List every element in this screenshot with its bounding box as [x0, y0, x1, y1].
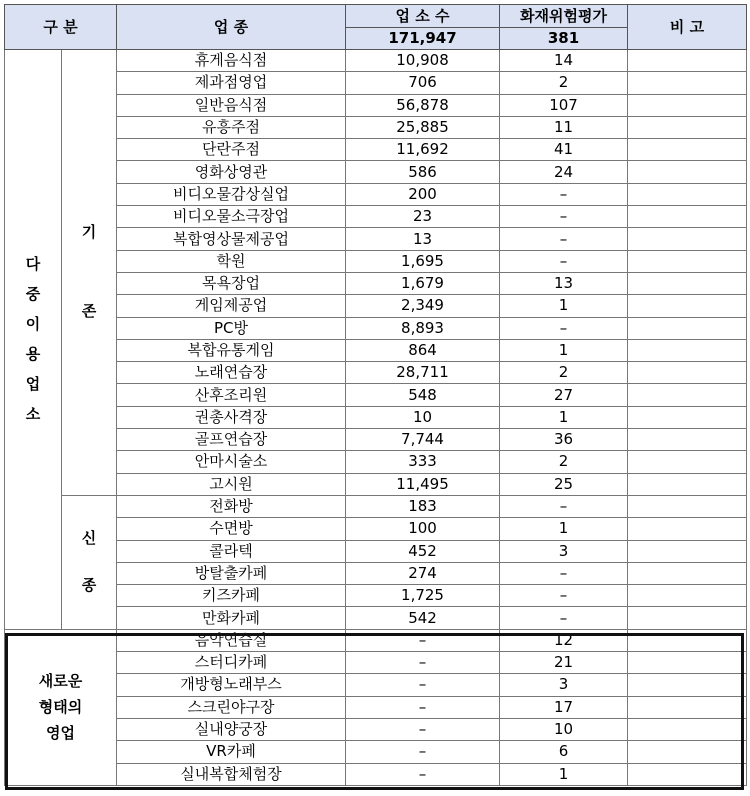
- business-count: –: [346, 696, 500, 718]
- note-cell: [628, 50, 747, 72]
- business-name: 실내복합체험장: [117, 763, 346, 785]
- risk-count: –: [500, 585, 628, 607]
- risk-count: –: [500, 562, 628, 584]
- risk-count: –: [500, 495, 628, 517]
- business-count: 183: [346, 495, 500, 517]
- business-count: 274: [346, 562, 500, 584]
- table-row: [5, 161, 747, 183]
- business-name: 스크린야구장: [117, 696, 346, 718]
- business-name: 비디오물소극장업: [117, 206, 346, 228]
- category-line: 영업: [46, 724, 75, 743]
- note-cell: [628, 585, 747, 607]
- subcategory-char: 존: [81, 302, 97, 321]
- note-cell: [628, 763, 747, 785]
- business-name: 콜라텍: [117, 540, 346, 562]
- table-row: [5, 317, 747, 339]
- business-name: 목욕장업: [117, 272, 346, 294]
- note-cell: [628, 94, 747, 116]
- risk-count: 2: [500, 72, 628, 94]
- category-char: 이: [25, 315, 41, 334]
- table-row: [5, 406, 747, 428]
- table-row: [5, 607, 747, 629]
- risk-count: 6: [500, 741, 628, 763]
- risk-count: 25: [500, 473, 628, 495]
- business-name: 개방형노래부스: [117, 674, 346, 696]
- business-name: 방탈출카페: [117, 562, 346, 584]
- business-name: 단란주점: [117, 139, 346, 161]
- business-count: 706: [346, 72, 500, 94]
- business-count: 452: [346, 540, 500, 562]
- note-cell: [628, 317, 747, 339]
- risk-count: 1: [500, 763, 628, 785]
- note-cell: [628, 741, 747, 763]
- table-row: [5, 272, 747, 294]
- note-cell: [628, 339, 747, 361]
- business-name: 스터디카페: [117, 652, 346, 674]
- business-count: –: [346, 718, 500, 740]
- risk-count: 107: [500, 94, 628, 116]
- business-name: 고시원: [117, 473, 346, 495]
- table-row: [5, 674, 747, 696]
- table-row: [5, 585, 747, 607]
- table-row: [5, 741, 747, 763]
- note-cell: [628, 629, 747, 651]
- table-row: [5, 451, 747, 473]
- business-count: 13: [346, 228, 500, 250]
- table-row: [5, 295, 747, 317]
- business-count: 25,885: [346, 116, 500, 138]
- business-count: 28,711: [346, 362, 500, 384]
- table-row: [5, 518, 747, 540]
- note-cell: [628, 718, 747, 740]
- business-name: PC방: [117, 317, 346, 339]
- risk-count: 13: [500, 272, 628, 294]
- note-cell: [628, 161, 747, 183]
- note-cell: [628, 540, 747, 562]
- note-cell: [628, 362, 747, 384]
- category-char: 용: [25, 345, 41, 364]
- business-name: 키즈카페: [117, 585, 346, 607]
- category-char: 업: [25, 375, 41, 394]
- business-count: 10,908: [346, 50, 500, 72]
- risk-count: –: [500, 228, 628, 250]
- risk-count: 41: [500, 139, 628, 161]
- note-cell: [628, 116, 747, 138]
- note-cell: [628, 272, 747, 294]
- table-row: [5, 206, 747, 228]
- table-row: [5, 763, 747, 785]
- category-line: 새로운: [38, 672, 83, 691]
- business-name: 유흥주점: [117, 116, 346, 138]
- business-name: 학원: [117, 250, 346, 272]
- risk-total: 381: [500, 28, 628, 50]
- business-name: 산후조리원: [117, 384, 346, 406]
- table-row: [5, 72, 747, 94]
- header-count: 업 소 수: [346, 5, 500, 28]
- note-cell: [628, 250, 747, 272]
- note-cell: [628, 72, 747, 94]
- note-cell: [628, 183, 747, 205]
- risk-count: –: [500, 317, 628, 339]
- risk-count: 14: [500, 50, 628, 72]
- business-count: 10: [346, 406, 500, 428]
- subcategory-char: 기: [81, 223, 97, 242]
- header-category: 구 분: [5, 5, 117, 50]
- business-name: 복합유통게임: [117, 339, 346, 361]
- business-count: 586: [346, 161, 500, 183]
- risk-count: 1: [500, 295, 628, 317]
- note-cell: [628, 206, 747, 228]
- header-business-type: 업 종: [117, 5, 346, 50]
- risk-count: 24: [500, 161, 628, 183]
- note-cell: [628, 139, 747, 161]
- table-row: [5, 139, 747, 161]
- risk-count: –: [500, 607, 628, 629]
- business-count: –: [346, 674, 500, 696]
- table-row: [5, 94, 747, 116]
- table-row: [5, 183, 747, 205]
- business-name: 실내양궁장: [117, 718, 346, 740]
- table-row: [5, 495, 747, 517]
- business-count: 548: [346, 384, 500, 406]
- business-count: 11,692: [346, 139, 500, 161]
- business-count: 1,725: [346, 585, 500, 607]
- table-row: [5, 429, 747, 451]
- business-name: 제과점영업: [117, 72, 346, 94]
- business-count: 200: [346, 183, 500, 205]
- business-count: 7,744: [346, 429, 500, 451]
- table-row: [5, 362, 747, 384]
- business-count: 1,695: [346, 250, 500, 272]
- business-count: –: [346, 629, 500, 651]
- risk-count: 1: [500, 406, 628, 428]
- table-row: [5, 339, 747, 361]
- table-row: [5, 384, 747, 406]
- table-row: [5, 116, 747, 138]
- subcategory-existing: [62, 50, 117, 496]
- table-row: [5, 540, 747, 562]
- category-char: 다: [25, 255, 41, 274]
- note-cell: [628, 429, 747, 451]
- note-cell: [628, 674, 747, 696]
- table-row: [5, 629, 747, 651]
- table-row: [5, 696, 747, 718]
- risk-count: 3: [500, 540, 628, 562]
- business-name: 권총사격장: [117, 406, 346, 428]
- note-cell: [628, 495, 747, 517]
- risk-count: –: [500, 183, 628, 205]
- business-name: 안마시술소: [117, 451, 346, 473]
- count-total: 171,947: [346, 28, 500, 50]
- subcategory-char: 신: [81, 529, 97, 548]
- business-name: 음악연습실: [117, 629, 346, 651]
- business-name: 휴게음식점: [117, 50, 346, 72]
- business-count: –: [346, 652, 500, 674]
- category-char: 중: [25, 285, 41, 304]
- table-row: [5, 652, 747, 674]
- risk-count: 21: [500, 652, 628, 674]
- note-cell: [628, 406, 747, 428]
- note-cell: [628, 696, 747, 718]
- business-count: 2,349: [346, 295, 500, 317]
- header-risk: 화재위험평가: [500, 5, 628, 28]
- risk-count: 11: [500, 116, 628, 138]
- subcategory-char: 종: [81, 576, 97, 595]
- risk-count: 17: [500, 696, 628, 718]
- business-name: 전화방: [117, 495, 346, 517]
- table-row: [5, 50, 747, 72]
- category-char: 소: [25, 405, 41, 424]
- table-row: [5, 562, 747, 584]
- table-row: [5, 250, 747, 272]
- business-count: 1,679: [346, 272, 500, 294]
- risk-count: 2: [500, 451, 628, 473]
- note-cell: [628, 562, 747, 584]
- note-cell: [628, 652, 747, 674]
- table-row: [5, 718, 747, 740]
- risk-count: –: [500, 250, 628, 272]
- risk-count: 1: [500, 518, 628, 540]
- note-cell: [628, 228, 747, 250]
- note-cell: [628, 607, 747, 629]
- category-new-form-business: [5, 629, 117, 785]
- note-cell: [628, 384, 747, 406]
- business-name: 일반음식점: [117, 94, 346, 116]
- category-line: 형태의: [38, 698, 83, 717]
- risk-count: 12: [500, 629, 628, 651]
- risk-count: 1: [500, 339, 628, 361]
- facility-table: [4, 4, 747, 786]
- table-row: [5, 228, 747, 250]
- business-name: 골프연습장: [117, 429, 346, 451]
- business-count: 8,893: [346, 317, 500, 339]
- risk-count: 36: [500, 429, 628, 451]
- business-name: VR카페: [117, 741, 346, 763]
- business-count: 333: [346, 451, 500, 473]
- business-name: 비디오물감상실업: [117, 183, 346, 205]
- note-cell: [628, 295, 747, 317]
- business-count: 864: [346, 339, 500, 361]
- header-note: 비 고: [628, 5, 747, 50]
- business-name: 영화상영관: [117, 161, 346, 183]
- business-count: –: [346, 741, 500, 763]
- subcategory-new: [62, 495, 117, 629]
- business-count: 23: [346, 206, 500, 228]
- business-count: 11,495: [346, 473, 500, 495]
- business-name: 노래연습장: [117, 362, 346, 384]
- risk-count: 3: [500, 674, 628, 696]
- risk-count: 27: [500, 384, 628, 406]
- risk-count: 10: [500, 718, 628, 740]
- business-count: 100: [346, 518, 500, 540]
- business-name: 만화카페: [117, 607, 346, 629]
- business-count: –: [346, 763, 500, 785]
- risk-count: 2: [500, 362, 628, 384]
- table-row: [5, 473, 747, 495]
- note-cell: [628, 451, 747, 473]
- business-count: 542: [346, 607, 500, 629]
- business-name: 수면방: [117, 518, 346, 540]
- note-cell: [628, 518, 747, 540]
- category-multi-use: [5, 50, 62, 630]
- note-cell: [628, 473, 747, 495]
- header-row: [5, 5, 747, 28]
- business-count: 56,878: [346, 94, 500, 116]
- business-name: 게임제공업: [117, 295, 346, 317]
- risk-count: –: [500, 206, 628, 228]
- business-name: 복합영상물제공업: [117, 228, 346, 250]
